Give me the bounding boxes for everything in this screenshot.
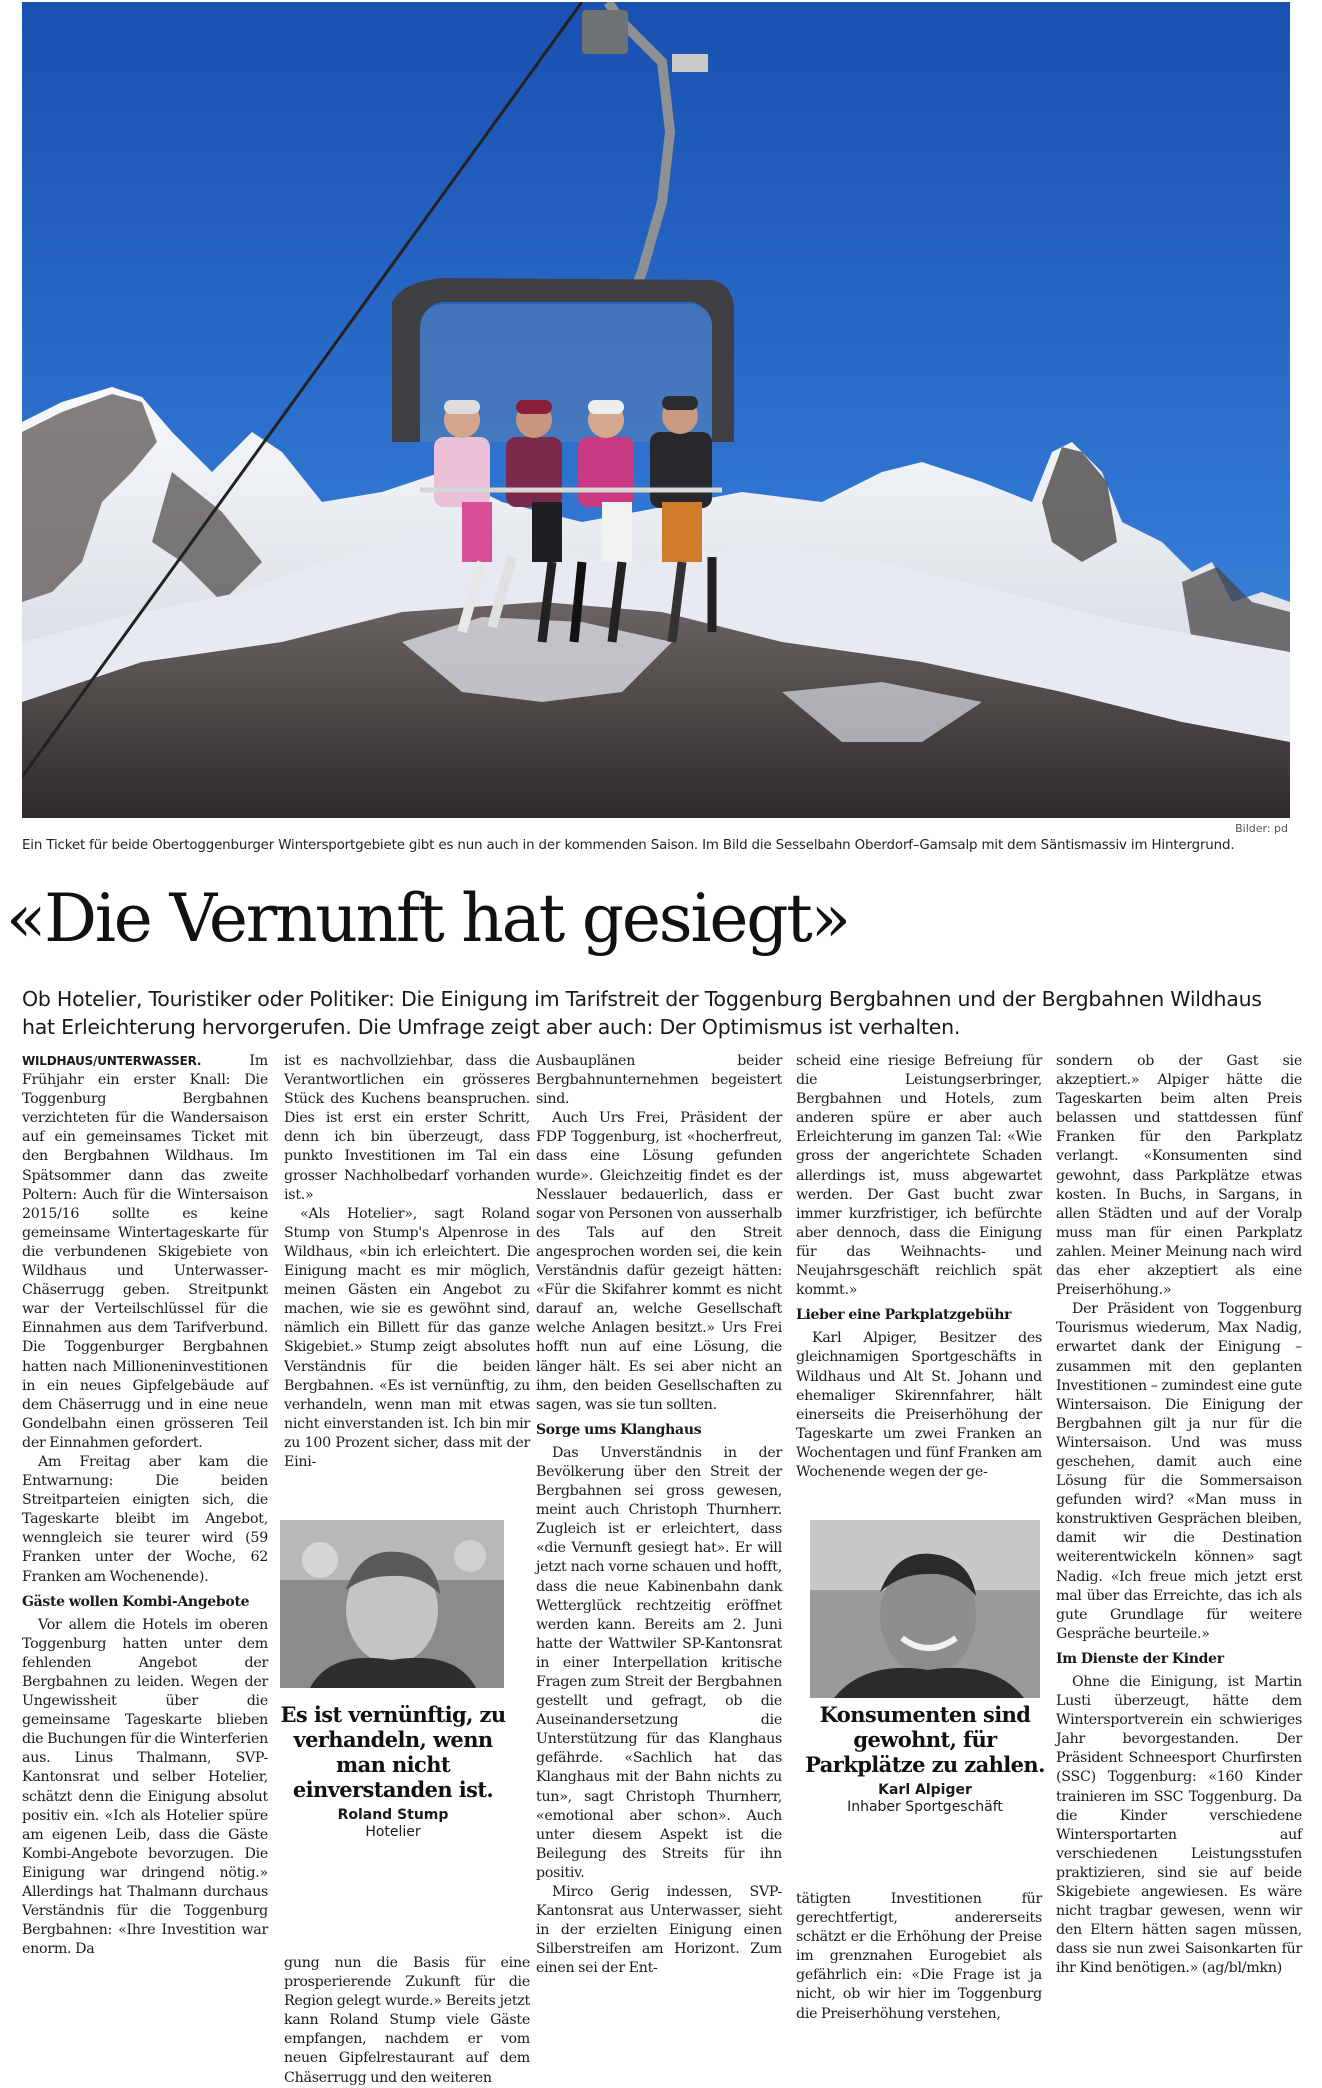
paragraph: ist es nachvollziehbar, dass die Verantwortlichen ein grösseres Stück des Kuchens beanspruchen. Dies ist erst ein erster Schritt, denn ich bin überzeugt, dass punkto Investitionen im Tal ein grosser Nachholbedarf vorhanden ist.» <box>284 1053 530 1203</box>
subheading: Sorge ums Klanghaus <box>536 1421 702 1438</box>
paragraph: Mirco Gerig indessen, SVP-Kantonsrat aus Unterwasser, sieht in der erzielten Einigung einen Silberstreifen am Horizont. Zum einen sei der Ent- <box>536 1884 782 1977</box>
paragraph: Karl Alpiger, Besitzer des gleichnamigen Sportgeschäfts in Wildhaus und Alt St. Johann und ehemaliger Skirennfahrer, hält einerseits die Preiserhöhung der Tageskarte um zwei Franken an Wochentagen und fünf Franken am Wochenende wegen der ge- <box>796 1330 1042 1480</box>
paragraph: Ausbauplänen beider Bergbahnunternehmen begeistert sind. <box>536 1053 782 1108</box>
quote-author: Karl Alpiger <box>878 1782 972 1798</box>
column-5 <box>1056 1052 1302 2044</box>
column-2-continued <box>284 1954 530 2086</box>
lead-paragraph: Ob Hotelier, Touristiker oder Politiker: Die Einigung im Tarifstreit der Toggenburg Bergbahnen und der Bergbahnen Wildhaus hat Erleichterung hervorgerufen. Die Umfrage zeigt aber auch: Der Optimismus ist verhalten. <box>22 987 1262 1039</box>
column-4-continued <box>796 1890 1042 2046</box>
chairlift-image <box>22 2 1290 818</box>
subheading: Lieber eine Parkplatzgebühr <box>796 1307 1012 1324</box>
paragraph: sondern ob der Gast sie akzeptiert.» Alpiger hätte die Tageskarten beim alten Preis belassen und stattdessen fünf Franken für den Parkplatz verlangt. «Konsumenten sind gewohnt, dass Parkplätze etwas kosten. In Buchs, in Sargans, in allen Städten und auf der Voralp muss man für einen Parkplatz zahlen. Meiner Meinung nach wird das eher akzeptiert als eine Preiserhöhung.» <box>1056 1053 1302 1299</box>
photo-caption: Ein Ticket für beide Obertoggenburger Wintersportgebiete gibt es nun auch in der kommenden Saison. Im Bild die Sesselbahn Oberdorf–Gamsalp mit dem Säntismassiv im Hintergrund. <box>22 838 1235 853</box>
paragraph: «Als Hotelier», sagt Roland Stump von Stump's Alpenrose in Wildhaus, «bin ich erleichtert. Die Einigung macht es mir möglich, meinen Gästen ein Angebot zu machen, wie sie es gewöhnt sind, nämlich ein Billett für das ganze Skigebiet.» Stump zeigt absolutes Verständnis für die beiden Bergbahnen. «Es ist vernünftig, zu verhandeln, wenn man mit etwas nicht einverstanden ist. Ich bin mir zu 100 Prozent sicher, dass mit der Eini- <box>284 1205 530 1470</box>
quote-text: Konsumenten sind gewohnt, für Parkplätze zu zahlen. <box>805 1702 1045 1777</box>
portrait-karl-alpiger <box>810 1520 1040 1698</box>
paragraph: Vor allem die Hotels im oberen Toggenburg hatten unter dem fehlenden Angebot der Bergbahnen zu leiden. Wegen der Ungewissheit über die gemeinsame Tageskarte blieben die Buchungen für die Winterferien aus. Linus Thalmann, SVP-Kantonsrat und selber Hotelier, schätzt denn die Einigung absolut positiv ein. «Ich als Hotelier spüre am eigenen Leib, dass die Gäste Kombi-Angebote bevorzugen. Die Einigung war dringend nötig.» Allerdings hat Thalmann durchaus Verständnis für die Toggenburg Bergbahnen: «Ihre Investition war enorm. Da <box>22 1616 268 1958</box>
paragraph: Am Freitag aber kam die Entwarnung: Die beiden Streitparteien einigten sich, die Tageskarte bleibt im Angebot, wenngleich sie teurer wird (59 Franken unter der Woche, 62 Franken am Wochenende). <box>22 1453 268 1585</box>
photo-credit: Bilder: pd <box>1235 822 1288 835</box>
pull-quote-alpiger <box>800 1702 1050 1816</box>
portrait-photo <box>280 1520 504 1688</box>
paragraph: gung nun die Basis für eine prosperierende Zukunft für die Region gelegt wurde.» Bereits jetzt kann Roland Stump viele Gäste empfangen, nachdem er vom neuen Gipfelrestaurant auf dem Chäserrugg und den weiteren <box>284 1955 530 2086</box>
quote-author: Roland Stump <box>337 1807 449 1823</box>
pull-quote-stump <box>274 1702 512 1841</box>
paragraph: scheid eine riesige Befreiung für die Leistungserbringer, Bergbahnen und Hotels, zum anderen spüre er aber auch Erleichterung im ganzen Tal: «Wie gross der angerichtete Schaden allerdings ist, muss abgewartet werden. Der Gast bucht zwar immer kurzfristiger, ich befürchte aber dennoch, dass die Einigung für das Weihnachts- und Neujahrsgeschäft reichlich spät kommt.» <box>796 1053 1042 1299</box>
portrait-photo <box>810 1520 1040 1698</box>
headline: «Die Vernunft hat gesiegt» <box>6 880 849 957</box>
column-3 <box>536 1052 782 2044</box>
portrait-roland-stump <box>280 1520 504 1688</box>
paragraph: Ohne die Einigung, ist Martin Lusti überzeugt, hätte dem Wintersportverein ein schwieriges Jahr bevorgestanden. Der Präsident Schneesport Churfirsten (SSC) Toggenburg: «160 Kinder trainieren im SSC Toggenburg. Da die Kinder verschiedene Wintersportarten auf verschiedenen Leistungsstufen praktizieren, sind sie auf beide Skigebiete angewiesen. Es wäre nicht tragbar gewesen, wenn wir den Eltern hätten sagen müssen, dass sie nun zwei Saisonkarten für ihr Kind benötigen.» (ag/bl/mkn) <box>1056 1674 1302 1977</box>
quote-text: Es ist vernünftig, zu verhandeln, wenn man nicht einverstanden ist. <box>280 1702 506 1802</box>
subheading: Gäste wollen Kombi-Angebote <box>22 1593 250 1610</box>
paragraph: tätigten Investitionen für gerechtfertigt, andererseits schätzt er die Erhöhung der Preise im grenznahen Eurogebiet als gefährlich ein: «Die Frage ist ja nicht, ob wir hier im Toggenburg die Preiserhöhung verstehen, <box>796 1891 1042 2022</box>
paragraph: Der Präsident von Toggenburg Tourismus wiederum, Max Nadig, erwartet dank der Einigung – zusammen mit den geplanten Investitionen – zumindest eine gute Wintersaison. Die Einigung der Bergbahnen gilt ja nur für die Wintersaison. Und was muss geschehen, damit auch eine Lösung für die Sommersaison gefunden wird? «Man muss in konstruktiven Gesprächen bleiben, damit wir die Destination weiterentwickeln können» sagt Nadig. «Ich freue mich jetzt erst mal über das Erreichte, das ich als gute Grundlage für weitere Gespräche beurteile.» <box>1056 1301 1302 1642</box>
paragraph: Auch Urs Frei, Präsident der FDP Toggenburg, ist «hocherfreut, dass eine Lösung gefunden wurde». Gleichzeitig findet es der Nesslauer bedauerlich, dass er sogar von Personen von ausserhalb des Tals auf den Streit angesprochen worden sei, die kein Verständnis dafür gezeigt hätten: «Für die Skifahrer kommt es nicht darauf an, welche Gesellschaft welche Anlagen besitzt.» Urs Frei hofft nun auf eine Lösung, die länger hält. Es sei aber nicht an ihm, den beiden Gesellschaften zu sagen, was sie tun sollten. <box>536 1110 782 1413</box>
column-1 <box>22 1052 268 2044</box>
paragraph <box>22 1052 268 1453</box>
column-4 <box>796 1052 1042 1480</box>
column-2 <box>284 1052 530 1522</box>
hero-photo <box>22 2 1290 818</box>
quote-author-role: Hotelier <box>365 1824 421 1840</box>
paragraph-text: Im Frühjahr ein erster Knall: Die Toggenburg Bergbahnen verzichteten für die Wandersaison auf ein gemeinsames Ticket mit den Bergbahnen Wildhaus. Im Spätsommer dann das zweite Poltern: Auch für die Wintersaison 2015/16 sollte es keine gemeinsame Wintertageskarte für die verbundenen Skigebiete von Wildhaus und Unterwasser-Chäserrugg geben. Streitpunkt war der Verteilschlüssel für die Einnahmen aus dem Tarifverbund. Die Toggenburger Bergbahnen hatten nach Millioneninvestitionen in ein neues Gipfelgebäude auf dem Chäserrugg und in eine neue Gondelbahn einen grösseren Teil der Einnahmen gefordert. <box>22 1053 268 1451</box>
dateline: WILDHAUS/UNTERWASSER. <box>22 1054 202 1068</box>
subheading: Im Dienste der Kinder <box>1056 1650 1224 1667</box>
quote-author-role: Inhaber Sportgeschäft <box>847 1799 1003 1815</box>
paragraph: Das Unverständnis in der Bevölkerung über den Streit der Bergbahnen sei gross gewesen, meint auch Christoph Thurnherr. Zugleich ist er erleichtert, dass «die Vernunft gesiegt hat». Er will jetzt nach vorne schauen und hofft, dass die neue Kabinenbahn dank Wetterglück rechtzeitig eröffnet werden kann. Bereits am 2. Juni hatte der Wattwiler SP-Kantonsrat in einer Interpellation kritische Fragen zum Streit der Bergbahnen gestellt und gefragt, ob die Auseinandersetzung die Unterstützung für das Klanghaus gefährde. «Sachlich hat das Klanghaus mit der Bahn nichts zu tun», sagt Christoph Thurnherr, «emotional aber schon». Auch unter diesem Aspekt ist die Beilegung des Streits für ihn positiv. <box>536 1444 782 1881</box>
